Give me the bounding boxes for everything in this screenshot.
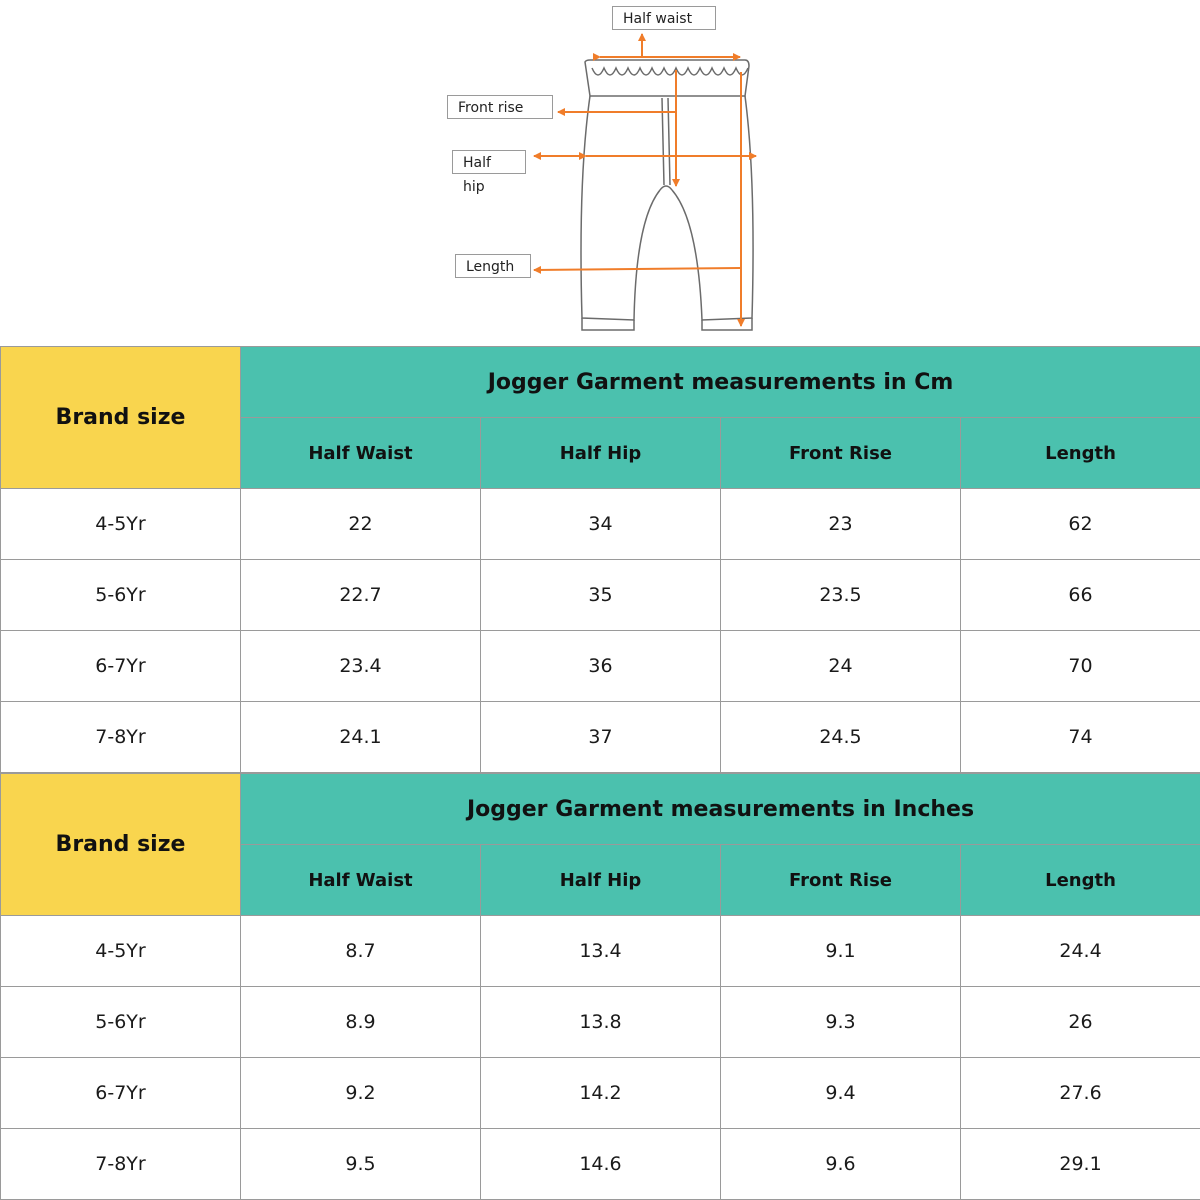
table-row <box>1 489 1200 560</box>
table-row <box>1 1129 1200 1200</box>
half-hip-cell: 14.6 <box>481 1129 721 1200</box>
half-waist-cell: 22.7 <box>241 560 481 631</box>
length-cell: 26 <box>961 987 1200 1058</box>
column-header-front-rise: Front Rise <box>721 418 961 489</box>
table-title: Jogger Garment measurements in Cm <box>241 347 1200 418</box>
size-cell: 7-8Yr <box>1 1129 241 1200</box>
half-waist-cell: 22 <box>241 489 481 560</box>
length-cell: 29.1 <box>961 1129 1200 1200</box>
table-row <box>1 916 1200 987</box>
pants-outline <box>581 60 753 330</box>
table-row <box>1 1058 1200 1129</box>
size-cell: 6-7Yr <box>1 631 241 702</box>
measurement-arrows <box>534 34 756 326</box>
size-cell: 6-7Yr <box>1 1058 241 1129</box>
front-rise-cell: 9.1 <box>721 916 961 987</box>
half-hip-cell: 14.2 <box>481 1058 721 1129</box>
front-rise-cell: 23 <box>721 489 961 560</box>
length-cell: 27.6 <box>961 1058 1200 1129</box>
table-row <box>1 631 1200 702</box>
brand-size-header: Brand size <box>1 347 241 489</box>
column-header-front-rise: Front Rise <box>721 845 961 916</box>
jogger-pants-illustration <box>0 0 1200 345</box>
half-waist-cell: 9.2 <box>241 1058 481 1129</box>
front-rise-cell: 9.4 <box>721 1058 961 1129</box>
table-title: Jogger Garment measurements in Inches <box>241 774 1200 845</box>
table-row <box>1 987 1200 1058</box>
length-label: Length <box>455 254 531 278</box>
half-hip-cell: 37 <box>481 702 721 773</box>
size-cell: 7-8Yr <box>1 702 241 773</box>
size-cell: 4-5Yr <box>1 489 241 560</box>
half-waist-cell: 24.1 <box>241 702 481 773</box>
column-header-length: Length <box>961 418 1200 489</box>
half-waist-cell: 8.9 <box>241 987 481 1058</box>
length-cell: 70 <box>961 631 1200 702</box>
front-rise-cell: 23.5 <box>721 560 961 631</box>
half-hip-cell: 35 <box>481 560 721 631</box>
half-waist-cell: 23.4 <box>241 631 481 702</box>
half-waist-label: Half waist <box>612 6 716 30</box>
column-header-half-waist: Half Waist <box>241 418 481 489</box>
half-hip-label: Half hip <box>452 150 526 174</box>
front-rise-cell: 24.5 <box>721 702 961 773</box>
size-table-cm <box>0 346 1200 773</box>
front-rise-cell: 9.3 <box>721 987 961 1058</box>
length-pointer <box>534 268 741 270</box>
front-rise-label: Front rise <box>447 95 553 119</box>
half-waist-cell: 9.5 <box>241 1129 481 1200</box>
column-header-half-hip: Half Hip <box>481 418 721 489</box>
table-row <box>1 560 1200 631</box>
size-cell: 5-6Yr <box>1 560 241 631</box>
length-cell: 66 <box>961 560 1200 631</box>
length-cell: 24.4 <box>961 916 1200 987</box>
length-cell: 62 <box>961 489 1200 560</box>
half-hip-cell: 36 <box>481 631 721 702</box>
half-waist-cell: 8.7 <box>241 916 481 987</box>
half-hip-cell: 34 <box>481 489 721 560</box>
front-rise-cell: 9.6 <box>721 1129 961 1200</box>
half-hip-cell: 13.4 <box>481 916 721 987</box>
brand-size-header: Brand size <box>1 774 241 916</box>
measurement-diagram <box>0 0 1200 345</box>
table-row <box>1 702 1200 773</box>
column-header-half-hip: Half Hip <box>481 845 721 916</box>
front-rise-cell: 24 <box>721 631 961 702</box>
size-table-inches <box>0 773 1200 1200</box>
half-hip-cell: 13.8 <box>481 987 721 1058</box>
column-header-half-waist: Half Waist <box>241 845 481 916</box>
size-cell: 4-5Yr <box>1 916 241 987</box>
size-cell: 5-6Yr <box>1 987 241 1058</box>
column-header-length: Length <box>961 845 1200 916</box>
length-cell: 74 <box>961 702 1200 773</box>
